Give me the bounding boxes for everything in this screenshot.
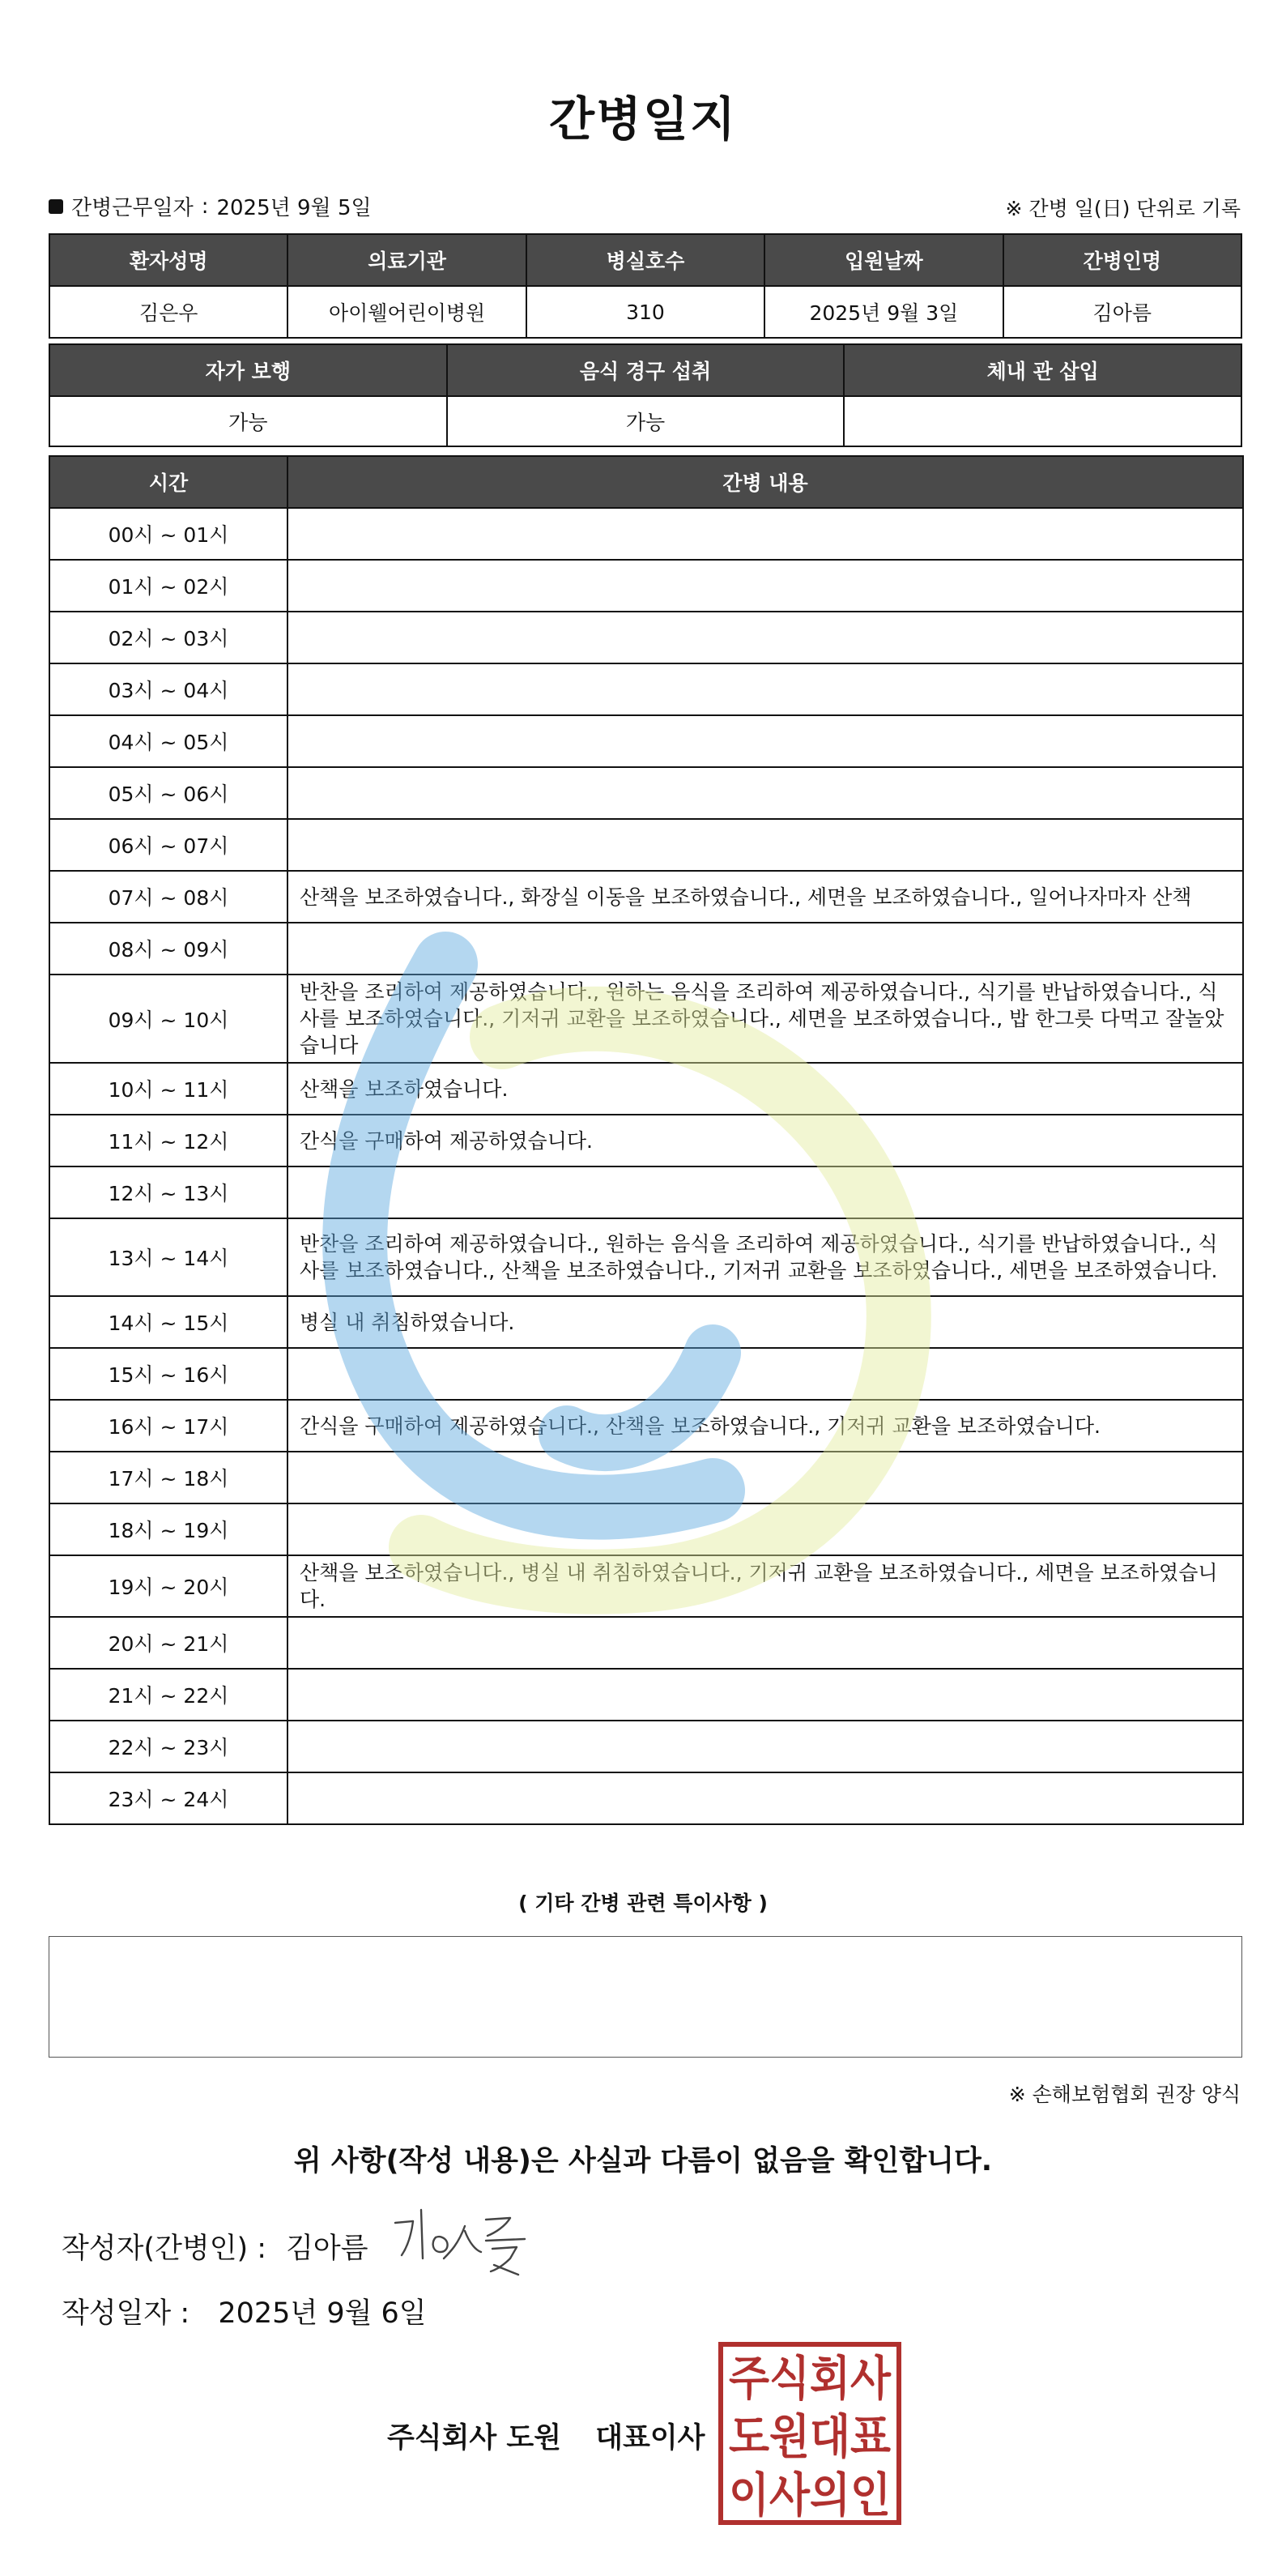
care-content-cell	[287, 508, 1243, 560]
care-content-cell	[287, 1503, 1243, 1555]
walking-status: 가능	[49, 396, 447, 446]
table-row	[49, 508, 1243, 560]
company-seal-stamp	[718, 2341, 902, 2526]
table-row	[49, 715, 1243, 767]
table-row	[49, 923, 1243, 975]
work-date-label: 간병근무일자	[71, 196, 194, 220]
oral-intake-status: 가능	[447, 396, 845, 446]
table-row	[49, 1115, 1243, 1166]
time-cell: 16시 ~ 17시	[49, 1400, 287, 1452]
table-row	[49, 612, 1243, 663]
work-date-value: 2025년 9월 5일	[216, 196, 372, 220]
header-walking: 자가 보행	[49, 344, 447, 396]
confirmation-statement: 위 사항(작성 내용)은 사실과 다름이 없음을 확인합니다.	[293, 2145, 993, 2177]
time-cell: 21시 ~ 22시	[49, 1669, 287, 1721]
handwritten-signature	[389, 2202, 551, 2283]
table-row	[49, 1400, 1243, 1452]
time-cell: 14시 ~ 15시	[49, 1296, 287, 1348]
care-content-cell	[287, 1669, 1243, 1721]
table-row	[49, 1617, 1243, 1669]
writer-label: 작성자(간병인) :	[62, 2233, 267, 2265]
care-content-cell	[287, 819, 1243, 871]
svg-text:이사의인: 이사의인	[729, 2467, 891, 2523]
table-row	[49, 560, 1243, 612]
header-oral-intake: 음식 경구 섭취	[447, 344, 845, 396]
care-content-cell	[287, 1166, 1243, 1218]
table-row	[49, 1772, 1243, 1824]
care-content-cell: 반찬을 조리하여 제공하였습니다., 원하는 음식을 조리하여 제공하였습니다., 식기를 반납하였습니다., 식사를 보조하였습니다., 기저귀 교환을 보조하였습니다., 세면을 보조하였습니다., 밥 한그릇 다먹고 잘놀았습니다	[287, 975, 1243, 1063]
header-time: 시간	[49, 456, 287, 508]
time-cell: 03시 ~ 04시	[49, 663, 287, 715]
table-row	[49, 871, 1243, 923]
company-title: 대표이사	[595, 2422, 705, 2454]
care-content-cell	[287, 1452, 1243, 1503]
table-row	[49, 1296, 1243, 1348]
time-cell: 12시 ~ 13시	[49, 1166, 287, 1218]
table-row	[49, 1348, 1243, 1400]
care-content-cell: 산책을 보조하였습니다., 병실 내 취침하였습니다., 기저귀 교환을 보조하였습니다., 세면을 보조하였습니다.	[287, 1555, 1243, 1617]
admission-date: 2025년 9월 3일	[764, 286, 1003, 338]
care-content-cell	[287, 767, 1243, 819]
care-content-cell	[287, 663, 1243, 715]
time-cell: 20시 ~ 21시	[49, 1617, 287, 1669]
caregiver-name: 김아름	[1003, 286, 1241, 338]
care-content-cell: 산책을 보조하였습니다., 화장실 이동을 보조하였습니다., 세면을 보조하였습니다., 일어나자마자 산책	[287, 871, 1243, 923]
care-content-cell: 병실 내 취침하였습니다.	[287, 1296, 1243, 1348]
table-row	[49, 1452, 1243, 1503]
care-content-cell: 반찬을 조리하여 제공하였습니다., 원하는 음식을 조리하여 제공하였습니다., 식기를 반납하였습니다., 식사를 보조하였습니다., 산책을 보조하였습니다., 기저귀 교환을 보조하였습니다., 세면을 보조하였습니다.	[287, 1218, 1243, 1296]
table-row	[49, 1063, 1243, 1115]
writer-line	[62, 2226, 368, 2267]
write-date-label: 작성일자 :	[62, 2297, 190, 2330]
header-admission-date: 입원날짜	[764, 234, 1003, 286]
time-cell: 17시 ~ 18시	[49, 1452, 287, 1503]
care-content-cell	[287, 1348, 1243, 1400]
care-content-cell: 산책을 보조하였습니다.	[287, 1063, 1243, 1115]
time-cell: 15시 ~ 16시	[49, 1348, 287, 1400]
special-notes-box	[49, 1936, 1242, 2058]
time-cell: 05시 ~ 06시	[49, 767, 287, 819]
time-cell: 09시 ~ 10시	[49, 975, 287, 1063]
time-cell: 19시 ~ 20시	[49, 1555, 287, 1617]
patient-name: 김은우	[49, 286, 287, 338]
time-cell: 04시 ~ 05시	[49, 715, 287, 767]
special-notes-title: ( 기타 간병 관련 특이사항 )	[518, 1891, 768, 1915]
time-cell: 00시 ~ 01시	[49, 508, 287, 560]
care-content-cell	[287, 1617, 1243, 1669]
care-log-table	[49, 455, 1244, 1825]
company-name: 주식회사 도원	[387, 2422, 562, 2454]
writer-name: 김아름	[286, 2233, 368, 2265]
document-title: 간병일지	[548, 92, 738, 147]
company-line	[387, 2416, 705, 2456]
time-cell: 22시 ~ 23시	[49, 1721, 287, 1772]
table-row	[49, 1721, 1243, 1772]
time-cell: 06시 ~ 07시	[49, 819, 287, 871]
tube-status	[844, 396, 1241, 446]
header-care-content: 간병 내용	[287, 456, 1243, 508]
header-caregiver: 간병인명	[1003, 234, 1241, 286]
room-number: 310	[526, 286, 764, 338]
work-date-separator: :	[201, 194, 209, 219]
time-cell: 18시 ~ 19시	[49, 1503, 287, 1555]
insurance-note: ※ 손해보험협회 권장 양식	[1008, 2083, 1241, 2106]
time-cell: 02시 ~ 03시	[49, 612, 287, 663]
care-content-cell	[287, 715, 1243, 767]
time-cell: 10시 ~ 11시	[49, 1063, 287, 1115]
bullet-square-icon	[49, 199, 63, 214]
time-cell: 23시 ~ 24시	[49, 1772, 287, 1824]
time-cell: 13시 ~ 14시	[49, 1218, 287, 1296]
time-cell: 01시 ~ 02시	[49, 560, 287, 612]
table-row	[49, 1166, 1243, 1218]
table-row	[49, 1218, 1243, 1296]
care-content-cell	[287, 612, 1243, 663]
table-row	[49, 1669, 1243, 1721]
time-cell: 08시 ~ 09시	[49, 923, 287, 975]
care-content-cell	[287, 1772, 1243, 1824]
write-date-value: 2025년 9월 6일	[218, 2297, 427, 2330]
table-row	[49, 975, 1243, 1063]
header-patient-name: 환자성명	[49, 234, 287, 286]
header-room: 병실호수	[526, 234, 764, 286]
patient-info-table	[49, 233, 1242, 339]
table-row	[49, 1555, 1243, 1617]
care-content-cell	[287, 1721, 1243, 1772]
svg-text:주식회사: 주식회사	[729, 2351, 892, 2406]
record-unit-note: ※ 간병 일(日) 단위로 기록	[1005, 197, 1241, 220]
care-content-cell	[287, 560, 1243, 612]
write-date-line	[62, 2291, 427, 2331]
patient-status-table	[49, 343, 1242, 447]
time-cell: 11시 ~ 12시	[49, 1115, 287, 1166]
work-date	[49, 191, 372, 221]
care-content-cell	[287, 923, 1243, 975]
hospital-name: 아이웰어린이병원	[287, 286, 526, 338]
table-row	[49, 819, 1243, 871]
svg-text:도원대표: 도원대표	[729, 2409, 891, 2464]
table-row	[49, 1503, 1243, 1555]
table-row	[49, 663, 1243, 715]
care-content-cell: 간식을 구매하여 제공하였습니다., 산책을 보조하였습니다., 기저귀 교환을 보조하였습니다.	[287, 1400, 1243, 1452]
header-tube: 체내 관 삽입	[844, 344, 1241, 396]
header-hospital: 의료기관	[287, 234, 526, 286]
time-cell: 07시 ~ 08시	[49, 871, 287, 923]
care-content-cell: 간식을 구매하여 제공하였습니다.	[287, 1115, 1243, 1166]
table-row	[49, 767, 1243, 819]
